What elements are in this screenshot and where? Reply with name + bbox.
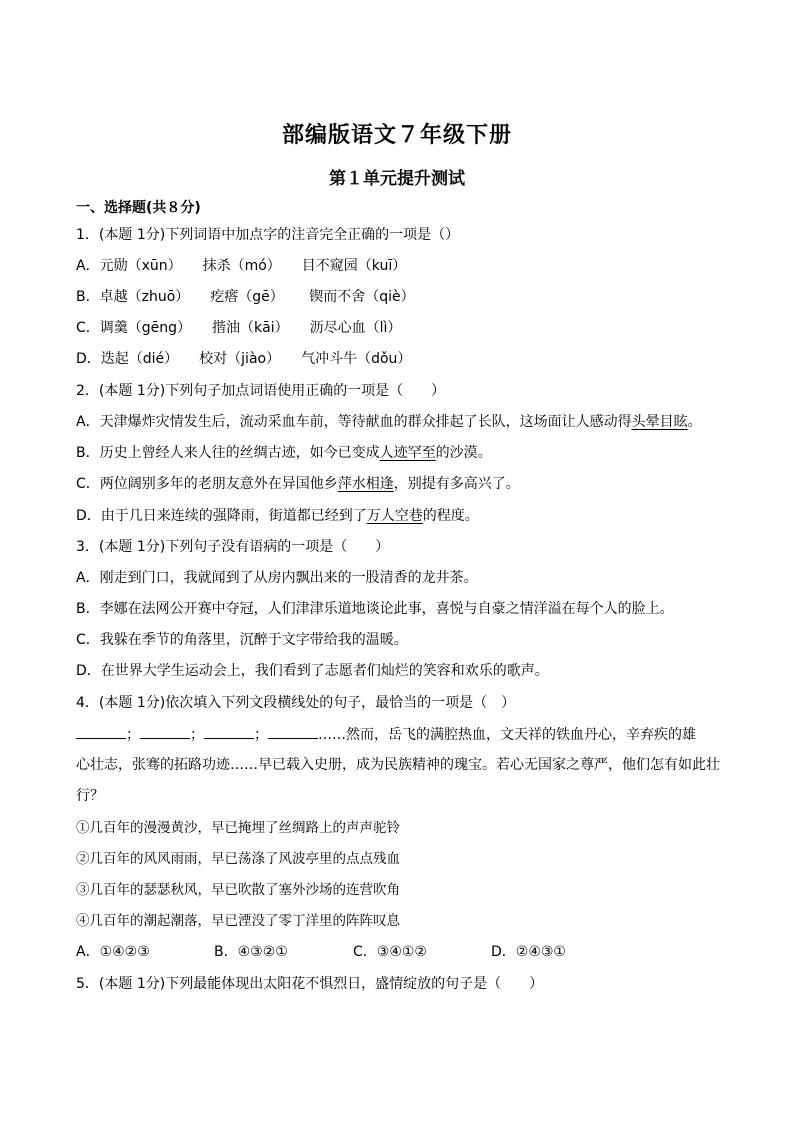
question-4-options <box>76 942 736 962</box>
question-4-option-d: D．②④③① <box>491 944 566 960</box>
question-4-sentence-1: ①几百年的漫漫黄沙，早已掩埋了丝绸路上的声声驼铃 <box>76 820 400 836</box>
question-2-option-b <box>76 443 736 463</box>
option-text: 的程度。 <box>422 508 479 524</box>
question-1-option-c: C．调羹（gēng） 揩油（kāi） 沥尽心血（lì） <box>76 320 402 336</box>
separator: ； <box>254 727 268 743</box>
underlined-phrase: 人迹罕至 <box>379 445 436 461</box>
question-2-option-d <box>76 506 736 526</box>
option-text: D．由于几日来连续的强降雨，街道都已经到了 <box>76 508 367 524</box>
page-title: 部编版语文７年级下册 <box>281 123 512 148</box>
question-4-sentence-3: ③几百年的瑟瑟秋风，早已吹散了塞外沙场的连营吹角 <box>76 882 400 898</box>
question-4-stem: 4．(本题 1分)依次填入下列文段横线处的句子，最恰当的一项是（ ） <box>76 695 516 711</box>
question-1-option-d: D．迭起（dié） 校对（jiào） 气冲斗牛（dǒu） <box>76 351 412 367</box>
option-text: B．历史上曾经人来人往的丝绸古迹，如今已变成 <box>76 445 380 461</box>
question-3-option-a: A．刚走到门口，我就闻到了从房内飘出来的一股清香的龙井茶。 <box>76 570 478 586</box>
question-3-option-b: B．李娜在法网公开赛中夺冠，人们津津乐道地谈论此事，喜悦与自豪之情洋溢在每个人的脸上。 <box>76 601 674 617</box>
question-3-option-d: D．在世界大学生运动会上，我们看到了志愿者们灿烂的笑容和欢乐的歌声。 <box>76 663 549 679</box>
question-2-option-a <box>76 412 736 432</box>
question-4-option-a: A．①④②③ <box>76 944 150 960</box>
question-4-passage-line-3: 行？ <box>76 788 104 804</box>
option-text: 的沙漠。 <box>435 445 492 461</box>
question-5-stem: 5．(本题 1分)下列最能体现出太阳花不惧烈日，盛情绽放的句子是（ ） <box>76 976 544 992</box>
page-subtitle: 第１单元提升测试 <box>329 169 465 189</box>
option-text: C．两位阔别多年的老朋友意外在异国他乡 <box>76 476 338 492</box>
underlined-phrase: 万人空巷 <box>366 508 423 524</box>
question-4-option-b: B．④③②① <box>214 944 288 960</box>
question-1-stem: 1．(本题 1分)下列词语中加点字的注音完全正确的一项是（） <box>76 227 460 243</box>
blank-line <box>76 724 126 739</box>
option-text: A．天津爆炸灾情发生后，流动采血车前，等待献血的群众排起了长队，这场面让人感动得 <box>76 414 632 430</box>
question-2-stem: 2．(本题 1分)下列句子加点词语使用正确的一项是（ ） <box>76 383 446 399</box>
option-text: 。 <box>687 414 702 430</box>
question-4-option-c: C．③④①② <box>353 944 427 960</box>
question-4-passage-line-2: 心壮志，张骞的拓路功迹……早已载入史册，成为民族精神的瑰宝。若心无国家之尊严，他们怎有如此壮 <box>76 757 720 773</box>
separator: ； <box>126 727 140 743</box>
underlined-phrase: 头晕目眩 <box>631 414 688 430</box>
blank-line <box>268 724 318 739</box>
section-heading: 一、选择题(共８分) <box>76 200 201 216</box>
question-1-option-b: B．卓越（zhuō） 疙瘩（gē） 锲而不舍（qiè） <box>76 289 415 305</box>
question-4-passage-line-1 <box>76 724 736 745</box>
passage-text: ……然而，岳飞的满腔热血，文天祥的铁血丹心，辛弃疾的雄 <box>318 727 696 743</box>
option-text: ，别提有多高兴了。 <box>393 476 520 492</box>
question-4-sentence-4: ④几百年的潮起潮落，早已湮没了零丁洋里的阵阵叹息 <box>76 913 400 929</box>
underlined-phrase: 萍水相逢 <box>337 476 394 492</box>
question-3-option-c: C．我躲在季节的角落里，沉醉于文字带给我的温暖。 <box>76 632 408 648</box>
separator: ； <box>190 727 204 743</box>
question-2-option-c <box>76 474 736 494</box>
question-3-stem: 3．(本题 1分)下列句子没有语病的一项是（ ） <box>76 539 390 555</box>
question-4-sentence-2: ②几百年的风风雨雨，早已荡涤了风波亭里的点点残血 <box>76 851 400 867</box>
blank-line <box>140 724 190 739</box>
blank-line <box>204 724 254 739</box>
question-1-option-a: A．元勋（xūn） 抹杀（mó） 目不窥园（kuī） <box>76 258 407 274</box>
